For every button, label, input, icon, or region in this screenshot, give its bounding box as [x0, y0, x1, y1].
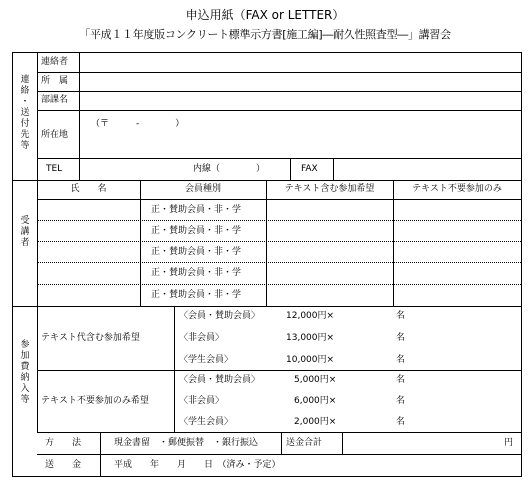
application-form — [12, 52, 522, 477]
affiliation-label: 所 属 — [41, 76, 69, 86]
tel-label: TEL — [46, 164, 63, 174]
fee-count-field[interactable]: 名 — [396, 396, 406, 406]
header-without-text: テキスト不要参加のみ — [412, 184, 502, 194]
fee-price: 6,000円× — [294, 396, 337, 406]
attendee-row[interactable] — [38, 200, 521, 220]
total-label: 送金合計 — [286, 438, 323, 448]
fee-type: 〈非会員〉 — [179, 333, 225, 343]
remittance-date-field[interactable]: 平成 年 月 日 （済み・予定） — [114, 460, 281, 470]
member-type-options[interactable]: 正・賛助会員・非・学 — [151, 290, 242, 300]
fax-label: FAX — [301, 164, 318, 174]
contact-person-label: 連絡者 — [41, 57, 69, 67]
payment-method-options[interactable]: 現金書留 ・郵便振替 ・銀行振込 — [114, 438, 259, 448]
remittance-label: 送 金 — [45, 460, 82, 470]
fee-count-field[interactable]: 名 — [396, 417, 406, 427]
contact-section-label: 連 絡 ・ 送 付 先 等 — [20, 75, 30, 151]
member-type-options[interactable]: 正・賛助会員・非・学 — [151, 268, 242, 278]
form-subtitle: 「平成１１年度版コンクリート標準示方書[施工編]―耐久性照査型―」講習会 — [79, 28, 451, 41]
fee-type: 〈学生会員〉 — [179, 417, 234, 427]
attendee-row[interactable] — [38, 285, 521, 306]
fee-count-field[interactable]: 名 — [396, 375, 406, 385]
fee-price: 12,000円× — [286, 311, 335, 321]
contact-person-field[interactable] — [80, 53, 521, 72]
without-text-label: テキスト不要参加のみ希望 — [41, 396, 149, 406]
with-text-label: テキスト代含む参加希望 — [41, 333, 140, 343]
fee-price: 10,000円× — [286, 355, 335, 365]
fees-section-label: 参 加 費 納 入 等 — [20, 340, 30, 405]
member-type-options[interactable]: 正・賛助会員・非・学 — [151, 205, 242, 215]
fee-count-field[interactable]: 名 — [396, 333, 406, 343]
department-label: 部課名 — [41, 95, 69, 105]
affiliation-field[interactable] — [80, 73, 521, 91]
attendee-row[interactable] — [38, 221, 521, 241]
header-with-text: テキスト含む参加希望 — [284, 184, 375, 194]
fee-type: 〈会員・賛助会員〉 — [179, 311, 261, 321]
total-amount-field[interactable] — [343, 433, 521, 454]
fee-price: 5,000円× — [294, 375, 337, 385]
total-unit: 円 — [503, 438, 513, 448]
form-title: 申込用紙（FAX or LETTER） — [185, 8, 345, 22]
header-member-type: 会員種別 — [184, 184, 221, 194]
department-field[interactable] — [80, 92, 521, 110]
payment-method-label: 方 法 — [45, 438, 82, 448]
fee-price: 13,000円× — [286, 333, 335, 343]
fee-type: 〈会員・賛助会員〉 — [179, 375, 261, 385]
attendees-section-label: 受 講 者 — [20, 216, 30, 248]
tel-field[interactable] — [80, 159, 190, 180]
member-type-options[interactable]: 正・賛助会員・非・学 — [151, 247, 242, 257]
attendee-row[interactable] — [38, 242, 521, 262]
fee-type: 〈学生会員〉 — [179, 355, 234, 365]
attendee-row[interactable] — [38, 263, 521, 284]
postal-code-field[interactable]: （〒 - ） — [91, 119, 185, 129]
member-type-options[interactable]: 正・賛助会員・非・学 — [151, 226, 242, 236]
extension-field[interactable]: 内線（ ） — [193, 164, 266, 174]
fax-field[interactable] — [334, 159, 521, 180]
fee-type: 〈非会員〉 — [179, 396, 225, 406]
fee-price: 2,000円× — [294, 417, 337, 427]
header-name: 氏 名 — [70, 184, 107, 194]
address-label: 所在地 — [41, 130, 69, 140]
fee-count-field[interactable]: 名 — [396, 311, 406, 321]
fee-count-field[interactable]: 名 — [396, 355, 406, 365]
